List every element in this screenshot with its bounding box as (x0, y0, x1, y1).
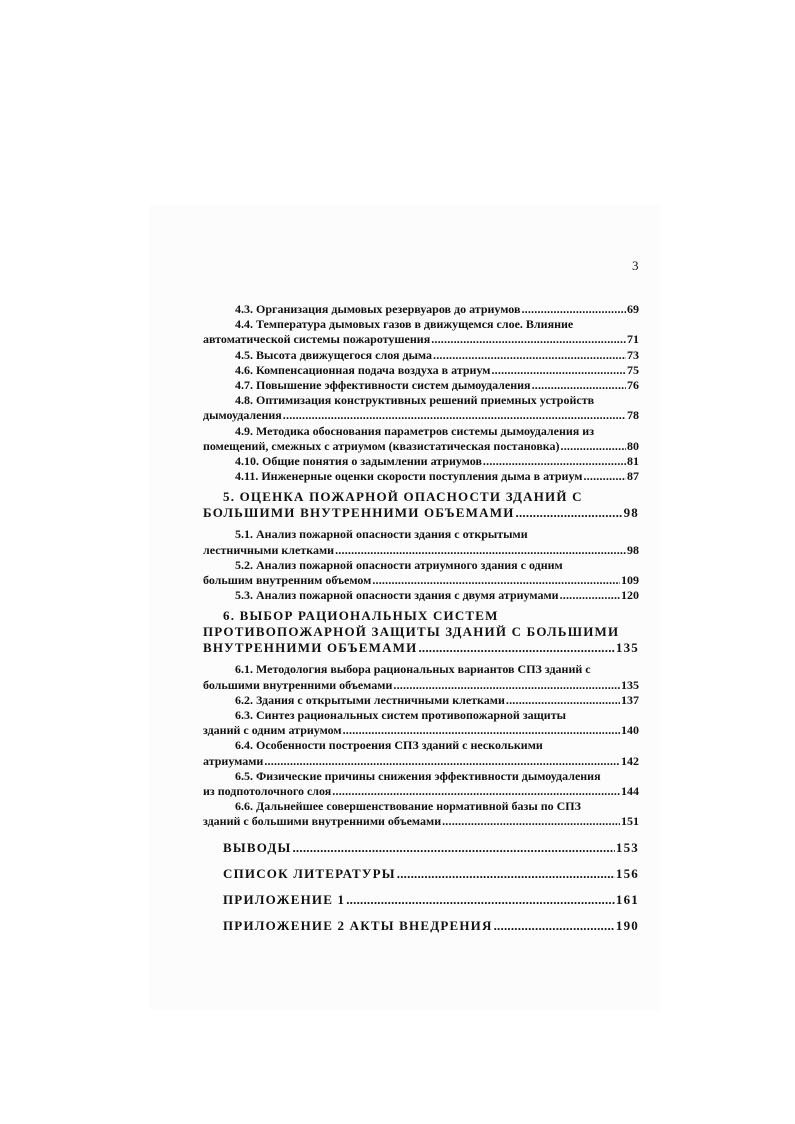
summary-entry (203, 840, 639, 856)
summary-entry-title: ПРИЛОЖЕНИЕ 1 (223, 891, 346, 907)
toc-entry-line (203, 708, 639, 723)
toc-entry-page: 120 (621, 588, 639, 603)
toc-entry-title: большими внутренними объемами (203, 677, 393, 692)
toc-entry-text: Оптимизация конструктивных решений приемных устройств (256, 393, 595, 408)
leader-dots (583, 469, 626, 484)
toc-entry-page: 87 (627, 469, 639, 484)
toc-entry-text: Методология выбора рациональных вариантов СПЗ зданий с (256, 662, 591, 677)
toc-entry-text (203, 678, 392, 693)
toc-entry-page: 71 (627, 332, 639, 347)
chapter-6-items (203, 662, 639, 829)
toc-entry-line (203, 527, 639, 542)
toc-entry-page: 109 (621, 573, 639, 588)
toc-entry-page: 73 (627, 347, 639, 362)
toc-entry (203, 769, 639, 799)
toc-entry-title: дымоудаления (203, 408, 282, 423)
toc-entry (203, 424, 639, 454)
toc-entry-leader-line (203, 723, 639, 738)
toc-entry-title: Инженерные оценки скорости поступления дыма в атриум (261, 469, 583, 484)
toc-entry-line (203, 769, 639, 784)
toc-entry-text: Синтез рациональных систем противопожарной защиты (256, 708, 566, 723)
toc-entry-leader-line (203, 543, 639, 558)
page-number: 3 (632, 258, 639, 273)
toc-entry (203, 799, 639, 829)
toc-entry-text: Методика обоснования параметров системы дымоудаления из (256, 423, 595, 438)
toc-entry-text (235, 693, 505, 708)
toc-entry-page: 142 (621, 753, 639, 768)
table-of-contents (203, 302, 639, 944)
toc-entry-leader-line (203, 439, 639, 454)
toc-entry-text (203, 543, 334, 558)
toc-entry-leader-line (203, 573, 639, 588)
toc-entry-page: 135 (621, 677, 639, 692)
toc-entry-title: зданий с большими внутренними объемами (203, 814, 442, 829)
toc-entry-number: 4.7. (235, 378, 253, 393)
toc-entry-page: 98 (627, 542, 639, 557)
toc-entry (203, 738, 639, 768)
toc-entry-number: 4.9. (235, 423, 253, 438)
toc-entry-page: 75 (627, 362, 639, 377)
toc-entry (203, 708, 639, 738)
leader-dots (335, 543, 626, 558)
toc-entry-number: 4.10. (235, 454, 259, 469)
toc-entry-text: Температура дымовых газов в движущемся слое. Влияние (256, 317, 574, 332)
leader-dots (346, 892, 615, 908)
chapter-5-title-end: БОЛЬШИМИ ВНУТРЕННИМИ ОБЪЕМАМИ (203, 505, 515, 521)
toc-entry-text (235, 302, 520, 317)
chapter-6-title-end: ВНУТРЕННИМИ ОБЪЕМАМИ (203, 640, 418, 656)
leader-dots (561, 439, 626, 454)
toc-entry-leader-line (203, 784, 639, 799)
toc-entry-page: 137 (621, 692, 639, 707)
toc-entry-number: 6.6. (235, 799, 253, 814)
chapter-5-items (203, 527, 639, 603)
toc-entry-leader-line (203, 469, 639, 484)
toc-entry (203, 588, 639, 603)
toc-entry-text (203, 408, 282, 423)
toc-entry-number: 6.5. (235, 768, 253, 783)
toc-entry (203, 527, 639, 557)
toc-entry-number: 4.4. (235, 317, 253, 332)
toc-entry-title: Анализ пожарной опасности здания с двумя атриумами (256, 588, 559, 603)
toc-entry-text (203, 754, 263, 769)
chapter-6-heading (203, 608, 639, 656)
summary-entry (203, 866, 639, 882)
toc-entry-leader-line (203, 454, 639, 469)
toc-entry-number: 4.11. (235, 469, 259, 484)
toc-entry-text (203, 723, 342, 738)
toc-entry-title: автоматической системы пожаротушения (203, 332, 431, 347)
toc-entry-page: 151 (621, 814, 639, 829)
toc-entry-page: 69 (627, 302, 639, 316)
toc-entry-title: атриумами (203, 753, 264, 768)
toc-entry-page: 80 (627, 438, 639, 453)
toc-entry-title: большим внутренним объемом (203, 573, 372, 588)
summary-entry-page: 190 (615, 917, 639, 933)
summary-entry-title: ПРИЛОЖЕНИЕ 2 АКТЫ ВНЕДРЕНИЯ (223, 917, 493, 933)
toc-entry-text: Особенности построения СПЗ зданий с несколькими (256, 738, 543, 753)
toc-entry-page: 81 (627, 454, 639, 469)
summary-entry (203, 892, 639, 908)
toc-entry-number: 4.5. (235, 347, 253, 362)
toc-entry (203, 469, 639, 484)
chapter-5-heading (203, 489, 639, 521)
toc-entry-page: 76 (627, 378, 639, 393)
toc-entry-line (203, 317, 639, 332)
toc-entry-number: 4.6. (235, 362, 253, 377)
toc-entry-number: 5.3. (235, 588, 253, 603)
leader-dots (491, 363, 626, 378)
chapter-5-page: 98 (623, 505, 639, 521)
toc-entry-text (203, 332, 430, 347)
toc-entry-leader-line (203, 348, 639, 363)
toc-entry-text: Анализ пожарной опасности атриумного здания с одним (256, 557, 563, 572)
toc-entry-text (235, 454, 482, 469)
leader-dots (433, 348, 626, 363)
toc-entry-number: 4.8. (235, 393, 253, 408)
toc-entry-number: 5.2. (235, 557, 253, 572)
toc-entry-leader-line (203, 332, 639, 347)
toc-entry-text (235, 363, 490, 378)
toc-entry-title: Организация дымовых резервуаров до атриумов (256, 302, 521, 316)
toc-entry-leader-line (203, 363, 639, 378)
toc-entry-text (235, 378, 531, 393)
toc-entry-line (203, 558, 639, 573)
chapter-5-title-line-2 (203, 505, 639, 521)
leader-dots (283, 408, 626, 423)
leader-dots (372, 573, 620, 588)
summary-entry (203, 918, 639, 934)
chapter-6-title-line-2: ПРОТИВОПОЖАРНОЙ ЗАЩИТЫ ЗДАНИЙ С БОЛЬШИМИ (203, 624, 620, 640)
toc-entry-title: из подпотолочного слоя (203, 784, 332, 799)
toc-entry-page: 144 (621, 784, 639, 799)
toc-entry-title: зданий с одним атриумом (203, 723, 342, 738)
toc-entry-title: помещений, смежных с атриумом (квазистатическая постановка) (203, 438, 560, 453)
leader-dots (292, 840, 614, 856)
toc-entry-page: 140 (621, 723, 639, 738)
chapter-6-page: 135 (615, 640, 639, 656)
leader-dots (506, 693, 620, 708)
toc-entry-title: Высота движущегося слоя дыма (256, 347, 433, 362)
toc-entry (203, 363, 639, 378)
leader-dots (332, 784, 620, 799)
leader-dots (393, 678, 620, 693)
leader-dots (264, 754, 620, 769)
leader-dots (560, 588, 620, 603)
leader-dots (343, 723, 620, 738)
summary-entry-page: 153 (615, 839, 639, 855)
chapter-6-title-line-1: 6. ВЫБОР РАЦИОНАЛЬНЫХ СИСТЕМ (223, 608, 499, 624)
toc-entry-text (235, 469, 582, 484)
summary-entry-page: 156 (615, 865, 639, 881)
summary-entry-title: СПИСОК ЛИТЕРАТУРЫ (223, 865, 396, 881)
toc-entry-title: лестничными клетками (203, 542, 335, 557)
toc-entry-number: 6.2. (235, 692, 253, 707)
toc-entry-text (203, 784, 331, 799)
toc-entry-leader-line (203, 814, 639, 829)
toc-entry-line (203, 738, 639, 753)
summary-entry-page: 161 (615, 891, 639, 907)
toc-entry-number: 6.4. (235, 738, 253, 753)
toc-entry (203, 662, 639, 692)
toc-entry-text: Физические причины снижения эффективности дымоудаления (256, 768, 601, 783)
toc-entry (203, 348, 639, 363)
toc-entry-text: Дальнейшее совершенствование нормативной базы по СПЗ (256, 799, 581, 814)
toc-entry-leader-line (203, 588, 639, 603)
leader-dots (483, 454, 626, 469)
leader-dots (431, 332, 626, 347)
toc-entry-title: Общие понятия о задымлении атриумов (262, 454, 482, 469)
toc-entry-text (203, 439, 560, 454)
toc-entry (203, 302, 639, 317)
toc-entry-text (235, 348, 432, 363)
toc-entry-number: 6.3. (235, 708, 253, 723)
chapter-5-title-line-1: 5. ОЦЕНКА ПОЖАРНОЙ ОПАСНОСТИ ЗДАНИЙ С (223, 489, 583, 505)
toc-entry-line (203, 393, 639, 408)
summary-entry-title: ВЫВОДЫ (223, 839, 292, 855)
toc-entry-number: 4.3. (235, 302, 253, 316)
toc-entry-number: 5.1. (235, 527, 253, 542)
toc-entry-text: Анализ пожарной опасности здания с открытыми (256, 527, 528, 542)
toc-entry (203, 393, 639, 423)
leader-dots (532, 378, 626, 393)
toc-entry-leader-line (203, 302, 639, 317)
toc-entry-line (203, 424, 639, 439)
toc-entry-text (235, 588, 559, 603)
toc-entry (203, 317, 639, 347)
toc-entry-title: Здания с открытыми лестничными клетками (256, 692, 505, 707)
toc-entry-leader-line (203, 754, 639, 769)
toc-entry-leader-line (203, 378, 639, 393)
toc-entry-title: Компенсационная подача воздуха в атриум (256, 362, 491, 377)
chapter-6-title-line-3 (203, 640, 639, 656)
toc-entry-number: 6.1. (235, 662, 253, 677)
toc-entry-line (203, 799, 639, 814)
summary-sections (203, 840, 639, 934)
toc-entry-line (203, 662, 639, 677)
leader-dots (397, 866, 615, 882)
toc-entry (203, 558, 639, 588)
toc-entry (203, 693, 639, 708)
leader-dots (494, 918, 615, 934)
leader-dots (418, 640, 614, 656)
toc-entry (203, 378, 639, 393)
toc-entry-leader-line (203, 678, 639, 693)
leader-dots (442, 814, 620, 829)
toc-entry-page: 78 (627, 408, 639, 423)
toc-entry-leader-line (203, 408, 639, 423)
toc-entry-text (203, 814, 441, 829)
leader-dots (521, 302, 626, 317)
toc-entry-text (203, 573, 371, 588)
toc-entry (203, 454, 639, 469)
toc-entry-title: Повышение эффективности систем дымоудаления (256, 378, 531, 393)
toc-entry-leader-line (203, 693, 639, 708)
chapter-4-items (203, 302, 639, 484)
leader-dots (516, 505, 623, 521)
